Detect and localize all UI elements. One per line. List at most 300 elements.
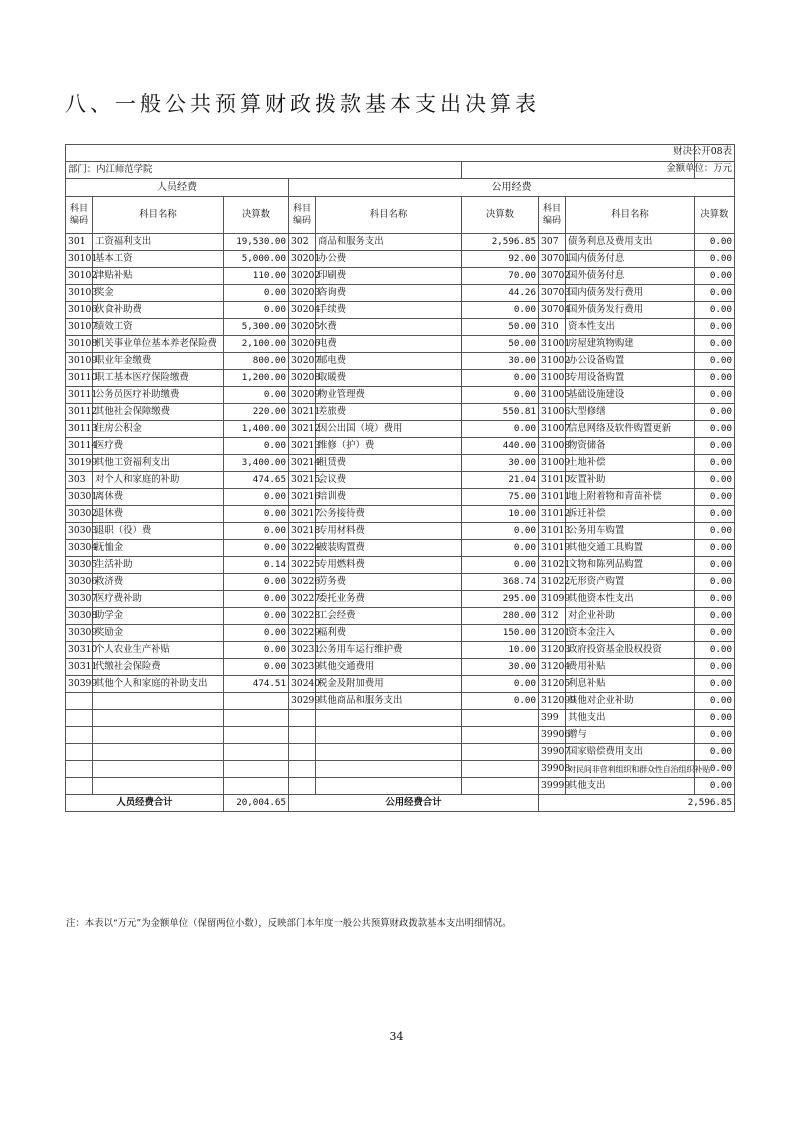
amount-value: 0.00 (224, 574, 289, 591)
table-row (66, 285, 735, 302)
amount-value: 92.00 (462, 251, 539, 268)
subject-code: 30227 (289, 591, 316, 608)
amount-value: 0.00 (695, 523, 735, 540)
amount-value: 5,300.00 (224, 319, 289, 336)
subject-name: 个人农业生产补贴 (93, 642, 224, 659)
subject-code (289, 744, 316, 761)
subject-name: 维修（护）费 (316, 438, 462, 455)
subject-name: 工会经费 (316, 608, 462, 625)
subject-name: 安置补助 (566, 472, 695, 489)
table-row (66, 489, 735, 506)
amount-value: 0.00 (695, 727, 735, 744)
table-row (66, 404, 735, 421)
table-row (66, 353, 735, 370)
public-total-value: 2,596.85 (539, 795, 735, 812)
subject-code: 30229 (289, 625, 316, 642)
subject-name (316, 744, 462, 761)
table-row (66, 319, 735, 336)
code-header: 科目编码 (539, 197, 566, 234)
subject-name: 其他交通费用 (316, 659, 462, 676)
amount-value: 0.00 (695, 659, 735, 676)
amount-value: 0.00 (695, 251, 735, 268)
subject-name: 水费 (316, 319, 462, 336)
subject-name: 委托业务费 (316, 591, 462, 608)
subject-name (93, 710, 224, 727)
subject-code: 30701 (539, 251, 566, 268)
subject-name: 培训费 (316, 489, 462, 506)
subject-code: 31203 (539, 642, 566, 659)
subject-name: 对民间非营利组织和群众性自治组织补贴 (566, 761, 695, 778)
amount-value (462, 727, 539, 744)
subject-name: 公务用车购置 (566, 523, 695, 540)
subject-name (316, 761, 462, 778)
amount-value: 0.00 (695, 710, 735, 727)
subject-name: 津贴补贴 (93, 268, 224, 285)
amount-value: 2,100.00 (224, 336, 289, 353)
subject-code: 30208 (289, 370, 316, 387)
amount-value: 800.00 (224, 353, 289, 370)
personnel-total-value: 20,004.65 (224, 795, 289, 812)
subject-name: 电费 (316, 336, 462, 353)
subject-name: 职业年金缴费 (93, 353, 224, 370)
subject-name: 代缴社会保险费 (93, 659, 224, 676)
subject-code: 30206 (289, 336, 316, 353)
table-row (66, 472, 735, 489)
amount-value: 0.00 (224, 608, 289, 625)
amount-value: 19,530.00 (224, 234, 289, 251)
table-row (66, 693, 735, 710)
table-row (66, 557, 735, 574)
table-row (66, 506, 735, 523)
subject-name: 抚恤金 (93, 540, 224, 557)
subject-name: 其他社会保障缴费 (93, 404, 224, 421)
amount-value: 0.00 (695, 387, 735, 404)
amount-value (224, 710, 289, 727)
subject-code: 31002 (539, 353, 566, 370)
amount-header: 决算数 (224, 197, 289, 234)
subject-name: 住房公积金 (93, 421, 224, 438)
subject-name: 拆迁补偿 (566, 506, 695, 523)
subject-name: 办公设备购置 (566, 353, 695, 370)
subject-name: 公务接待费 (316, 506, 462, 523)
amount-value: 2,596.85 (462, 234, 539, 251)
subject-name: 对企业补助 (566, 608, 695, 625)
subject-code: 31008 (539, 438, 566, 455)
amount-value: 0.14 (224, 557, 289, 574)
subject-code: 30102 (66, 268, 93, 285)
table-row (66, 574, 735, 591)
subject-code: 30225 (289, 557, 316, 574)
table-row (66, 251, 735, 268)
subject-name: 资本金注入 (566, 625, 695, 642)
amount-value: 30.00 (462, 659, 539, 676)
subject-code: 399 (539, 710, 566, 727)
subject-code: 39907 (539, 744, 566, 761)
code-header: 科目编码 (289, 197, 316, 234)
amount-value: 0.00 (462, 557, 539, 574)
subject-name: 差旅费 (316, 404, 462, 421)
subject-name: 奖金 (93, 285, 224, 302)
subject-code (66, 710, 93, 727)
subject-code: 31009 (539, 455, 566, 472)
subject-name: 租赁费 (316, 455, 462, 472)
amount-value: 1,400.00 (224, 421, 289, 438)
subject-name: 办公费 (316, 251, 462, 268)
subject-name: 工资福利支出 (93, 234, 224, 251)
amount-value: 0.00 (695, 404, 735, 421)
subject-name (316, 727, 462, 744)
amount-value: 0.00 (695, 472, 735, 489)
subject-name: 退职（役）费 (93, 523, 224, 540)
table-row (66, 727, 735, 744)
amount-unit: 金额单位：万元 (666, 163, 732, 174)
subject-code: 30399 (66, 676, 93, 693)
table-row (66, 421, 735, 438)
table-row (66, 642, 735, 659)
amount-value: 0.00 (224, 540, 289, 557)
subject-code (289, 710, 316, 727)
amount-value (462, 744, 539, 761)
amount-value: 21.04 (462, 472, 539, 489)
table-row (66, 710, 735, 727)
subject-name: 物资储备 (566, 438, 695, 455)
subject-name: 医疗费补助 (93, 591, 224, 608)
subject-code: 31013 (539, 523, 566, 540)
table-row (66, 778, 735, 795)
amount-value (462, 710, 539, 727)
subject-name (93, 744, 224, 761)
subject-code: 30108 (66, 336, 93, 353)
subject-name: 土地补偿 (566, 455, 695, 472)
amount-value: 0.00 (695, 421, 735, 438)
subject-code: 30103 (66, 285, 93, 302)
subject-code: 30114 (66, 438, 93, 455)
subject-name: 医疗费 (93, 438, 224, 455)
subject-code: 30110 (66, 370, 93, 387)
table-row (66, 438, 735, 455)
subject-code: 31019 (539, 540, 566, 557)
subject-name: 其他支出 (566, 778, 695, 795)
amount-value: 30.00 (462, 455, 539, 472)
subject-code: 31001 (539, 336, 566, 353)
amount-value: 0.00 (695, 744, 735, 761)
subject-code (66, 727, 93, 744)
amount-value: 0.00 (462, 523, 539, 540)
subject-code: 30308 (66, 608, 93, 625)
subject-name (93, 693, 224, 710)
subject-code: 30201 (289, 251, 316, 268)
name-header: 科目名称 (93, 197, 224, 234)
subject-code (289, 761, 316, 778)
subject-name: 信息网络及软件购置更新 (566, 421, 695, 438)
amount-value: 0.00 (695, 540, 735, 557)
subject-name: 其他支出 (566, 710, 695, 727)
subject-name: 福利费 (316, 625, 462, 642)
subject-code (66, 744, 93, 761)
amount-value (224, 744, 289, 761)
subject-code: 30304 (66, 540, 93, 557)
subject-name: 生活补助 (93, 557, 224, 574)
amount-value: 0.00 (224, 625, 289, 642)
amount-value: 0.00 (695, 574, 735, 591)
subject-code: 303 (66, 472, 93, 489)
subject-code: 30204 (289, 302, 316, 319)
amount-value: 75.00 (462, 489, 539, 506)
department-row (66, 162, 735, 179)
amount-value: 150.00 (462, 625, 539, 642)
amount-value: 0.00 (695, 642, 735, 659)
amount-value: 0.00 (462, 302, 539, 319)
subject-name: 商品和服务支出 (316, 234, 462, 251)
subject-name: 物业管理费 (316, 387, 462, 404)
subject-name: 咨询费 (316, 285, 462, 302)
subject-name: 退休费 (93, 506, 224, 523)
subject-code: 30303 (66, 523, 93, 540)
subject-name (93, 778, 224, 795)
table-row (66, 387, 735, 404)
subject-code: 30310 (66, 642, 93, 659)
subject-name: 专用材料费 (316, 523, 462, 540)
subject-name: 印刷费 (316, 268, 462, 285)
subject-name: 国外债务付息 (566, 268, 695, 285)
subject-name: 基础设施建设 (566, 387, 695, 404)
subject-code: 30704 (539, 302, 566, 319)
subject-code: 30703 (539, 285, 566, 302)
amount-value: 295.00 (462, 591, 539, 608)
subject-name: 助学金 (93, 608, 224, 625)
subject-code: 31003 (539, 370, 566, 387)
table-row (66, 625, 735, 642)
amount-value: 0.00 (462, 676, 539, 693)
table-row (66, 302, 735, 319)
amount-value: 0.00 (695, 506, 735, 523)
amount-value: 0.00 (695, 778, 735, 795)
subject-name: 其他资本性支出 (566, 591, 695, 608)
amount-value: 0.00 (695, 455, 735, 472)
amount-value: 50.00 (462, 336, 539, 353)
subject-name: 无形资产购置 (566, 574, 695, 591)
amount-value: 0.00 (224, 523, 289, 540)
subject-code: 30311 (66, 659, 93, 676)
amount-value: 0.00 (224, 642, 289, 659)
table-row (66, 591, 735, 608)
subject-code: 31204 (539, 659, 566, 676)
amount-value: 0.00 (224, 506, 289, 523)
form-number: 财决公开08表 (673, 146, 732, 157)
subject-code (289, 778, 316, 795)
subject-name: 被装购置费 (316, 540, 462, 557)
subject-name: 国内债务付息 (566, 251, 695, 268)
amount-value: 0.00 (224, 591, 289, 608)
amount-value: 0.00 (224, 438, 289, 455)
amount-value: 0.00 (695, 370, 735, 387)
amount-value: 0.00 (695, 608, 735, 625)
subject-code (66, 693, 93, 710)
table-row (66, 234, 735, 251)
subject-code: 301 (66, 234, 93, 251)
subject-code: 31007 (539, 421, 566, 438)
amount-value: 0.00 (695, 625, 735, 642)
subject-code: 30216 (289, 489, 316, 506)
amount-value: 368.74 (462, 574, 539, 591)
subject-code: 30199 (66, 455, 93, 472)
code-header: 科目编码 (66, 197, 93, 234)
amount-value: 0.00 (695, 302, 735, 319)
subject-name: 劳务费 (316, 574, 462, 591)
subject-code: 307 (539, 234, 566, 251)
subject-name: 职工基本医疗保险缴费 (93, 370, 224, 387)
amount-value: 0.00 (462, 370, 539, 387)
subject-name: 会议费 (316, 472, 462, 489)
expenditure-table (65, 144, 735, 812)
amount-value (462, 761, 539, 778)
amount-value: 280.00 (462, 608, 539, 625)
subject-code: 30101 (66, 251, 93, 268)
table-row (66, 744, 735, 761)
amount-value: 0.00 (695, 761, 735, 778)
subject-name: 邮电费 (316, 353, 462, 370)
amount-value: 474.65 (224, 472, 289, 489)
table-row (66, 268, 735, 285)
subject-code: 30231 (289, 642, 316, 659)
subject-name: 赠与 (566, 727, 695, 744)
subject-name: 绩效工资 (93, 319, 224, 336)
subject-code (66, 778, 93, 795)
amount-value: 0.00 (695, 676, 735, 693)
amount-value: 220.00 (224, 404, 289, 421)
subject-code: 31205 (539, 676, 566, 693)
subject-name: 专用设备购置 (566, 370, 695, 387)
subject-name: 奖励金 (93, 625, 224, 642)
subject-name: 国内债务发行费用 (566, 285, 695, 302)
amount-value: 0.00 (695, 693, 735, 710)
amount-value (224, 778, 289, 795)
subject-name: 税金及附加费用 (316, 676, 462, 693)
amount-value: 0.00 (462, 387, 539, 404)
subject-name: 其他商品和服务支出 (316, 693, 462, 710)
subject-code: 30107 (66, 319, 93, 336)
amount-value: 0.00 (695, 591, 735, 608)
subject-name: 其他个人和家庭的补助支出 (93, 676, 224, 693)
amount-value: 0.00 (224, 489, 289, 506)
name-header: 科目名称 (566, 197, 695, 234)
subject-code: 30299 (289, 693, 316, 710)
footnote: 注：本表以“万元”为金额单位（保留两位小数），反映部门本年度一般公共预算财政拨款基本支出明细情况。 (66, 918, 512, 929)
subject-name (93, 727, 224, 744)
subject-code: 31010 (539, 472, 566, 489)
subject-code: 30213 (289, 438, 316, 455)
subject-code: 30112 (66, 404, 93, 421)
table-row (66, 336, 735, 353)
subject-name: 资本性支出 (566, 319, 695, 336)
table-row (66, 659, 735, 676)
subject-name: 房屋建筑物购建 (566, 336, 695, 353)
amount-value (224, 727, 289, 744)
subject-name: 机关事业单位基本养老保险费 (93, 336, 224, 353)
subject-code: 31006 (539, 404, 566, 421)
amount-value: 0.00 (695, 438, 735, 455)
column-header-row (66, 197, 735, 234)
subject-name: 离休费 (93, 489, 224, 506)
amount-value (224, 693, 289, 710)
subject-name: 利息补贴 (566, 676, 695, 693)
subject-code: 31011 (539, 489, 566, 506)
subject-name: 专用燃料费 (316, 557, 462, 574)
table-row (66, 608, 735, 625)
subject-name (93, 761, 224, 778)
table-row (66, 455, 735, 472)
personnel-total-label: 人员经费合计 (66, 795, 224, 812)
subject-name: 公务用车运行维护费 (316, 642, 462, 659)
table-row (66, 676, 735, 693)
amount-value: 5,000.00 (224, 251, 289, 268)
subject-code: 30305 (66, 557, 93, 574)
subject-code: 39906 (539, 727, 566, 744)
table-row (66, 523, 735, 540)
subject-code: 30207 (289, 353, 316, 370)
amount-value: 50.00 (462, 319, 539, 336)
subject-code: 30209 (289, 387, 316, 404)
amount-value: 0.00 (462, 421, 539, 438)
subject-name: 国外债务发行费用 (566, 302, 695, 319)
subject-code: 30309 (66, 625, 93, 642)
amount-value: 0.00 (462, 540, 539, 557)
subject-code: 310 (539, 319, 566, 336)
subject-code: 30214 (289, 455, 316, 472)
subject-code: 30203 (289, 285, 316, 302)
subject-code: 30302 (66, 506, 93, 523)
subject-code: 30239 (289, 659, 316, 676)
subject-name: 其他交通工具购置 (566, 540, 695, 557)
subject-code: 31201 (539, 625, 566, 642)
subject-code: 31005 (539, 387, 566, 404)
subject-code: 31012 (539, 506, 566, 523)
table-row (66, 370, 735, 387)
subject-name: 因公出国（境）费用 (316, 421, 462, 438)
amount-value: 0.00 (695, 234, 735, 251)
amount-value: 3,400.00 (224, 455, 289, 472)
subject-name: 国家赔偿费用支出 (566, 744, 695, 761)
amount-value: 0.00 (695, 268, 735, 285)
subject-code (289, 727, 316, 744)
subject-name: 文物和陈列品购置 (566, 557, 695, 574)
amount-value: 0.00 (695, 353, 735, 370)
amount-value: 30.00 (462, 353, 539, 370)
subject-code: 30113 (66, 421, 93, 438)
table-body (66, 234, 735, 795)
subject-code: 39999 (539, 778, 566, 795)
subject-name: 地上附着物和青苗补偿 (566, 489, 695, 506)
subject-code: 30702 (539, 268, 566, 285)
amount-value (224, 761, 289, 778)
subject-code: 312099 (539, 693, 566, 710)
public-group-header: 公用经费 (289, 179, 735, 197)
subject-code: 30228 (289, 608, 316, 625)
subject-code: 30218 (289, 523, 316, 540)
subject-code: 30306 (66, 574, 93, 591)
page-number: 34 (389, 1030, 404, 1043)
amount-value: 0.00 (224, 387, 289, 404)
amount-value: 0.00 (462, 693, 539, 710)
subject-code: 30301 (66, 489, 93, 506)
amount-value (462, 778, 539, 795)
subject-code: 30106 (66, 302, 93, 319)
subject-code: 30307 (66, 591, 93, 608)
page-title: 八、一般公共预算财政拨款基本支出决算表 (65, 92, 540, 116)
subject-name: 手续费 (316, 302, 462, 319)
subject-name: 伙食补助费 (93, 302, 224, 319)
amount-value: 0.00 (695, 489, 735, 506)
